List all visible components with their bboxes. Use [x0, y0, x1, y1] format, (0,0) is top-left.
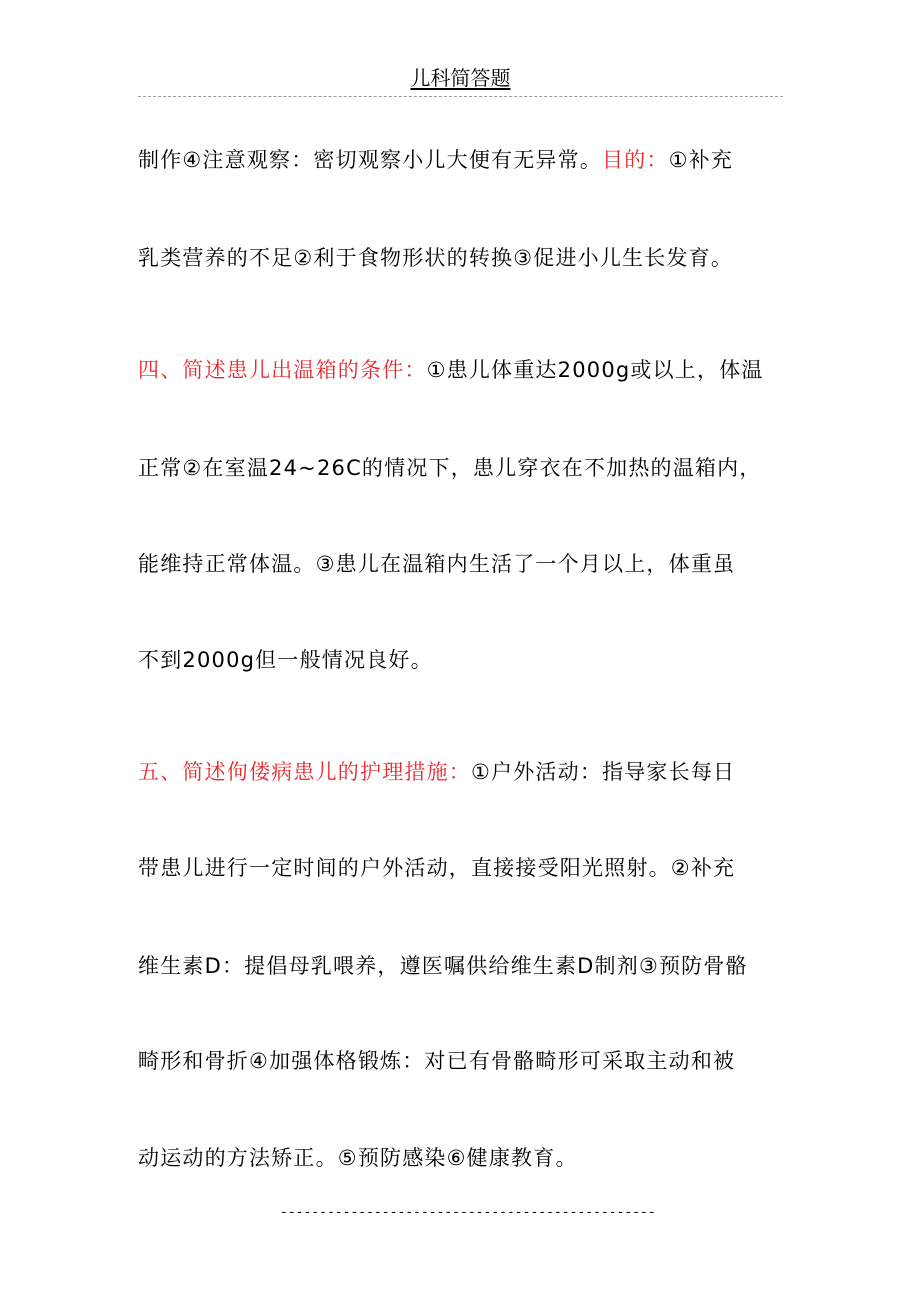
section-heading: 四、简述患儿出温箱的条件： — [138, 358, 427, 382]
text-segment: 带患儿进行一定时间的户外活动，直接接受阳光照射。②补充 — [138, 856, 736, 880]
paragraph-line — [138, 145, 733, 175]
text-segment: 动运动的方法矫正。⑤预防感染⑥健康教育。 — [138, 1146, 578, 1170]
section-heading-line — [138, 757, 735, 787]
section-heading-line — [138, 355, 764, 385]
text-segment: ①补充 — [668, 148, 734, 172]
page-title: 儿科简答题 — [410, 66, 511, 90]
paragraph-line — [138, 1046, 735, 1076]
footer-dashed-rule: ------------------------------------------------ — [280, 1205, 656, 1220]
paragraph-line — [138, 549, 735, 579]
paragraph-line — [138, 453, 762, 483]
text-segment: ①户外活动：指导家长每日 — [471, 760, 736, 784]
text-segment: 正常②在室温24~26C的情况下，患儿穿衣在不加热的温箱内， — [138, 456, 762, 480]
text-segment: 目的： — [602, 148, 669, 172]
text-segment: 不到2000g但一般情况良好。 — [138, 648, 433, 672]
paragraph-line — [138, 853, 735, 883]
paragraph-line — [138, 1143, 578, 1173]
text-segment: 维生素D：提倡母乳喂养，遵医嘱供给维生素D制剂③预防骨骼 — [138, 954, 748, 978]
paragraph-line — [138, 243, 733, 273]
text-segment: 能维持正常体温。③患儿在温箱内生活了一个月以上，体重虽 — [138, 552, 736, 576]
text-segment: 乳类营养的不足②利于食物形状的转换③促进小儿生长发育。 — [138, 246, 734, 270]
text-segment: ①患儿体重达2000g或以上，体温 — [426, 358, 764, 382]
paragraph-line — [138, 951, 748, 981]
section-heading: 五、简述佝偻病患儿的护理措施： — [138, 760, 471, 784]
paragraph-line — [138, 645, 433, 675]
text-segment: 畸形和骨折④加强体格锻炼：对已有骨骼畸形可采取主动和被 — [138, 1049, 736, 1073]
text-segment: 制作④注意观察：密切观察小儿大便有无异常。 — [138, 148, 603, 172]
page-header — [138, 64, 783, 97]
